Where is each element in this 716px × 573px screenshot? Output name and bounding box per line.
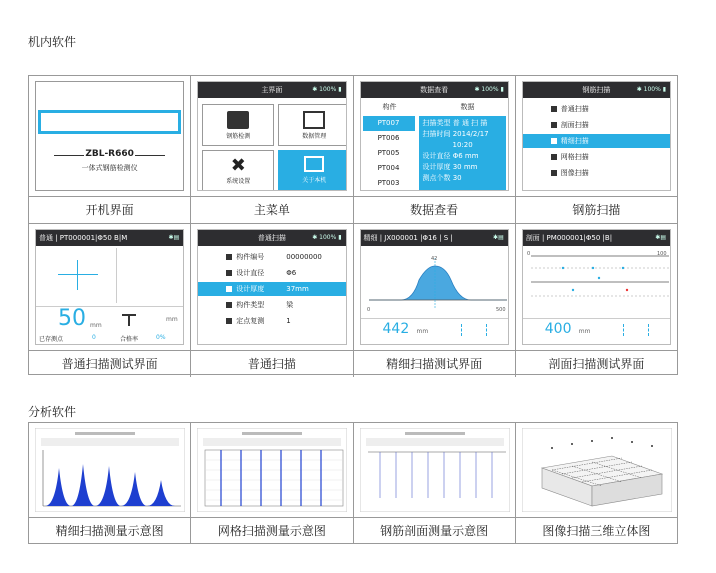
detail-line: 设计直径 Φ6 mm bbox=[422, 152, 479, 160]
builtin-software-grid bbox=[28, 75, 678, 375]
main-menu-screen bbox=[197, 81, 346, 191]
param-value: 梁 bbox=[286, 301, 294, 309]
checkbox-icon bbox=[551, 154, 557, 160]
main-menu-title: 主界面 bbox=[261, 86, 283, 94]
data-view-screen bbox=[360, 81, 509, 191]
profile-analysis-cell bbox=[354, 423, 516, 517]
fine-test-header: 精细 | JX000001 |Φ16 | S | bbox=[363, 234, 453, 242]
profile-test-cell bbox=[516, 224, 677, 350]
profile-point bbox=[622, 267, 624, 269]
caption: 普通扫描测试界面 bbox=[29, 351, 191, 377]
caption: 数据查看 bbox=[354, 197, 516, 223]
menu-tile-label: 关于本机 bbox=[302, 177, 327, 184]
caption: 精细扫描测量示意图 bbox=[29, 518, 191, 544]
profile-test-screen bbox=[522, 229, 671, 345]
scan-type-label: 网格扫描 bbox=[560, 153, 589, 161]
param-value: Φ6 bbox=[286, 269, 297, 277]
caption: 图像扫描三维立体图 bbox=[542, 524, 651, 538]
col-data-header: 数据 bbox=[460, 103, 475, 111]
caption: 开机界面 bbox=[29, 197, 191, 223]
menu-tile-rebar[interactable] bbox=[202, 104, 274, 146]
normal-test-screen bbox=[35, 229, 184, 345]
scan-type-item[interactable] bbox=[523, 118, 670, 132]
profile-scan-plot bbox=[523, 250, 671, 316]
builtin-section-title: 机内软件 bbox=[28, 35, 77, 49]
analysis-software-grid bbox=[28, 422, 678, 544]
param-label: 构件编号 bbox=[236, 253, 265, 261]
rebar-scan-title: 钢筋扫描 bbox=[582, 86, 611, 94]
pass-label: 合格率 bbox=[120, 336, 139, 343]
param-label: 设计直径 bbox=[236, 269, 265, 277]
tools-icon: ✖ bbox=[230, 155, 246, 176]
component-item[interactable]: PT006 bbox=[377, 134, 400, 142]
param-value: 00000000 bbox=[286, 253, 322, 261]
fine-scan-peak-label: 42 bbox=[430, 256, 437, 262]
detail-line: 测点个数 30 bbox=[422, 174, 462, 182]
monitor-icon bbox=[304, 156, 324, 172]
chart-icon bbox=[303, 111, 325, 129]
scan-type-label: 精细扫描 bbox=[560, 137, 589, 145]
bluetooth-icon: ✱▤ bbox=[168, 234, 180, 241]
param-label: 构件类型 bbox=[236, 301, 265, 309]
param-row[interactable] bbox=[198, 314, 345, 328]
scan-type-item[interactable] bbox=[523, 166, 670, 180]
pass-value: 0% bbox=[156, 334, 166, 341]
crosshair bbox=[58, 260, 98, 290]
data-view-cell bbox=[354, 76, 516, 196]
menu-tile-settings[interactable] bbox=[202, 150, 274, 191]
ruler-icon bbox=[227, 111, 249, 129]
checkbox-icon bbox=[551, 122, 557, 128]
scan-type-label: 普通扫描 bbox=[560, 105, 589, 113]
component-item[interactable]: PT004 bbox=[377, 164, 400, 172]
profile-analysis-thumbnail bbox=[360, 428, 510, 512]
detail-line: 扫描类型 普 通 扫 描 bbox=[422, 119, 488, 127]
checkbox-icon bbox=[226, 254, 232, 260]
menu-tile-label: 系统设置 bbox=[226, 178, 251, 185]
normal-scan-title: 普通扫描 bbox=[257, 234, 286, 242]
scan-type-label: 图像扫描 bbox=[560, 169, 589, 177]
bar-unit: mm bbox=[166, 316, 178, 323]
depth-unit: mm bbox=[90, 322, 102, 329]
checkbox-icon bbox=[226, 286, 232, 292]
normal-test-header: 普通 | PT000001|Φ50 B|M bbox=[39, 234, 128, 242]
main-menu-cell bbox=[191, 76, 353, 196]
grid-analysis-thumbnail bbox=[197, 428, 347, 512]
checkbox-icon bbox=[226, 318, 232, 324]
image-3d-thumbnail bbox=[522, 428, 672, 512]
param-row[interactable] bbox=[198, 298, 345, 312]
grid-analysis-cell bbox=[191, 423, 353, 517]
param-row[interactable] bbox=[198, 250, 345, 264]
rebar-marker-stem bbox=[128, 314, 130, 326]
profile-value: 400 bbox=[544, 321, 572, 337]
rebar-scan-screen bbox=[522, 81, 671, 191]
fine-analysis-cell bbox=[29, 423, 191, 517]
profile-test-header: 剖面 | PM000001|Φ50 |B| bbox=[525, 234, 613, 242]
scan-type-item[interactable] bbox=[523, 102, 670, 116]
profile-point bbox=[572, 289, 574, 291]
normal-scan-params bbox=[198, 250, 345, 330]
boot-subtitle: 一体式钢筋检测仪 bbox=[81, 164, 138, 172]
fine-scan-axis-right: 500 bbox=[495, 307, 506, 313]
checkbox-icon bbox=[551, 138, 557, 144]
saved-value: 0 bbox=[92, 334, 96, 341]
caption: 网格扫描测量示意图 bbox=[191, 518, 353, 544]
profile-point bbox=[626, 289, 628, 291]
param-value: 37mm bbox=[286, 285, 309, 293]
boot-screen-cell bbox=[29, 76, 191, 196]
profile-unit: mm bbox=[578, 328, 591, 335]
image-3d-cell bbox=[516, 423, 677, 517]
caption: 钢筋扫描 bbox=[572, 203, 621, 217]
checkbox-icon bbox=[226, 270, 232, 276]
scan-type-item[interactable] bbox=[523, 150, 670, 164]
data-detail-panel bbox=[419, 116, 506, 191]
divider-vertical bbox=[116, 248, 117, 303]
component-item[interactable]: PT007 bbox=[363, 116, 415, 131]
menu-tile-label: 数据管理 bbox=[302, 133, 327, 140]
menu-tile-label: 钢筋检测 bbox=[226, 133, 251, 140]
rebar-scan-cell bbox=[516, 76, 677, 196]
data-view-title: 数据查看 bbox=[420, 86, 449, 94]
menu-tile-data[interactable] bbox=[278, 104, 346, 146]
param-label: 定点复测 bbox=[236, 317, 265, 325]
fine-scan-axis-left: 0 bbox=[366, 307, 370, 313]
mini-crosshair-icon bbox=[623, 324, 649, 336]
caption: 主菜单 bbox=[191, 197, 353, 223]
param-row[interactable] bbox=[198, 266, 345, 280]
bluetooth-icon: ✱▤ bbox=[655, 234, 666, 241]
checkbox-icon bbox=[551, 106, 557, 112]
fine-scan-peak bbox=[369, 266, 507, 300]
param-value: 1 bbox=[286, 317, 291, 325]
menu-tile-about[interactable] bbox=[278, 150, 346, 191]
profile-point bbox=[562, 267, 564, 269]
bluetooth-icon: ✱▤ bbox=[493, 234, 504, 241]
component-item[interactable]: PT003 bbox=[377, 179, 400, 187]
scan-type-list bbox=[523, 102, 670, 182]
fine-unit: mm bbox=[416, 328, 429, 335]
profile-axis-left: 0 bbox=[526, 251, 530, 257]
fine-test-cell bbox=[354, 224, 516, 350]
battery-indicator: ✱ 100% ▮ bbox=[312, 234, 342, 241]
fine-test-screen bbox=[360, 229, 509, 345]
depth-value: 50 bbox=[58, 306, 86, 331]
detail-line: 10:20 bbox=[452, 141, 473, 149]
param-row[interactable] bbox=[198, 282, 345, 296]
caption: 精细扫描测试界面 bbox=[354, 351, 516, 377]
fine-analysis-thumbnail bbox=[35, 428, 185, 512]
caption: 钢筋剖面测量示意图 bbox=[354, 518, 516, 544]
fine-scan-curve bbox=[361, 250, 509, 316]
boot-model: ZBL-R660 bbox=[85, 149, 134, 159]
param-label: 设计厚度 bbox=[236, 285, 265, 293]
divider-horizontal bbox=[361, 318, 508, 319]
divider-horizontal bbox=[523, 318, 670, 319]
component-list bbox=[363, 116, 415, 191]
col-component-header: 构件 bbox=[382, 103, 397, 111]
battery-indicator: ✱ 100% ▮ bbox=[312, 86, 342, 93]
boot-banner bbox=[38, 110, 181, 134]
battery-indicator: ✱ 100% ▮ bbox=[636, 86, 666, 93]
battery-indicator: ✱ 100% ▮ bbox=[474, 86, 504, 93]
fine-value: 442 bbox=[382, 321, 410, 337]
caption: 普通扫描 bbox=[191, 351, 353, 377]
normal-scan-cell bbox=[191, 224, 353, 350]
profile-point bbox=[592, 267, 594, 269]
profile-axis-right: 100 bbox=[656, 251, 667, 257]
component-item[interactable]: PT005 bbox=[377, 149, 400, 157]
scan-type-item[interactable] bbox=[523, 134, 670, 148]
normal-test-cell bbox=[29, 224, 191, 350]
caption: 剖面扫描测试界面 bbox=[548, 357, 645, 371]
mini-crosshair-icon bbox=[461, 324, 487, 336]
boot-screen bbox=[35, 81, 184, 191]
saved-label: 已存测点 bbox=[39, 336, 64, 343]
profile-point bbox=[598, 277, 600, 279]
normal-scan-screen bbox=[197, 229, 346, 345]
detail-line: 设计厚度 30 mm bbox=[422, 163, 478, 171]
scan-type-label: 剖面扫描 bbox=[560, 121, 589, 129]
checkbox-icon bbox=[226, 302, 232, 308]
detail-line: 扫描时间 2014/2/17 bbox=[422, 130, 489, 138]
analysis-section-title: 分析软件 bbox=[28, 405, 77, 419]
checkbox-icon bbox=[551, 170, 557, 176]
